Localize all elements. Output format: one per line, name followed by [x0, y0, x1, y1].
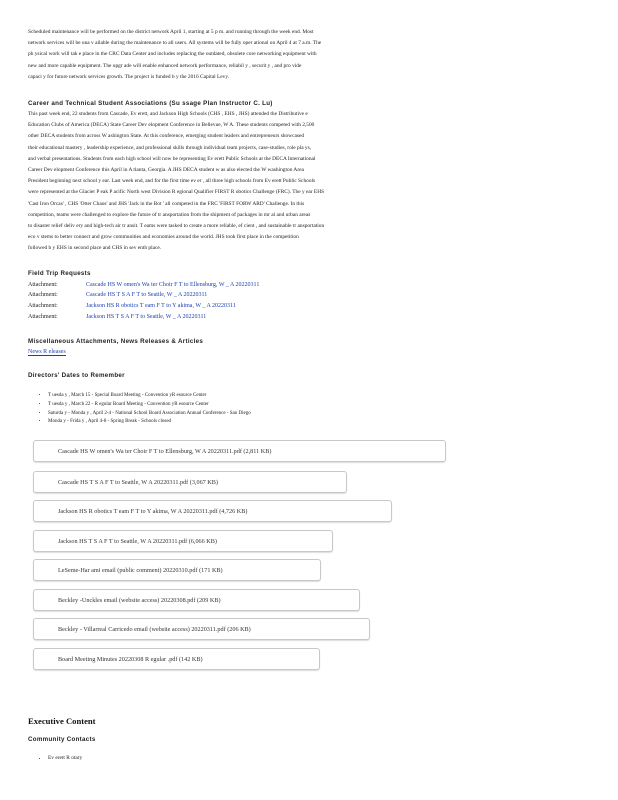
paragraph-line: were represented at the Glacier P eak P acific North west Division R egional Qualifier FIRST R obotics Challenge (FRC). The y ear EHS	[28, 189, 325, 196]
attachment-label: Attachment:	[28, 292, 58, 298]
paragraph-line: Scheduled maintenance will be performed on the district network April 1, starting at 5 p m. and running through the week end. Most	[28, 29, 314, 35]
field-trip-row	[28, 314, 206, 322]
date-item: • T uesda y , March 22 - R egular Board Meeting - Convention yR esource Center	[48, 402, 251, 411]
field-trip-link[interactable]: Cascade HS W omen's Wa ter Choir F T to Ellensburg, W _ A 20220311	[86, 282, 260, 288]
community-item: • Ev erett R otary	[48, 755, 82, 762]
community-list	[48, 755, 82, 762]
paragraph-line: Career Dev elopment Conference this April in A tlanta, Georgia. A JHS DECA student w as also elected the W washington Area	[28, 166, 304, 173]
paragraph-line: 'Cast Iron Orcas' , CHS 'Otter Chaos' and JHS 'Jack in the Bot ' all competed in the FRC 'FIRST FORW ARD' Challenge. In this	[28, 200, 305, 207]
paragraph-line: new and more capable equipment. The upgr ade will enable enhanced network performance, reliabil y , securit y , and pro vide	[28, 62, 302, 69]
career-heading: Career and Technical Student Associations (Su ssage Plan Instructor C. Lu)	[28, 100, 273, 107]
field-trip-link[interactable]: Jackson HS R obotics T eam F T to Y akima, W _ A 20220311	[86, 303, 236, 309]
attachment-file[interactable]: Beckley -Unckles email (website access) 20220308.pdf (209 KB)	[33, 589, 360, 611]
paragraph-line: President beginning next school y ear. Last week end, and for the first time ev er , all three high schools from Ev erett Public Schools	[28, 178, 316, 185]
paragraph-line: to disaster relief deliv ery and high-tech air tr ansit. T eams were tasked to create a more reliable, ef cient , and sustainable tr ansportation	[28, 222, 325, 229]
dates-heading: Directors' Dates to Remember	[28, 372, 125, 379]
attachment-file[interactable]: Jackson HS T S A F T to Seattle, W A 20220311.pdf (6,066 KB)	[33, 530, 333, 552]
misc-heading: Miscellaneous Attachments, News Releases & Articles	[28, 338, 204, 345]
dates-list	[48, 393, 251, 428]
attachment-file[interactable]: Board Meeting Minutes 20220308 R egular .pdf (142 KB)	[33, 648, 320, 670]
date-item: • Monda y - Frida y , April 4-8 - Spring Break - Schools closed	[48, 419, 251, 428]
paragraph-line: and verbal presentations. Students from each high school will now be representing Ev erett Public Schools at the DECA International	[28, 155, 316, 162]
paragraph-line: their educational mastery , leadership experience, and professional skills through individual team projects, case-studies, role pla ys,	[28, 144, 312, 151]
paragraph-line: eco v stems to better connect and grow communities and economies around the world. JHS took first place in the competition	[28, 234, 299, 241]
field-trip-link[interactable]: Jackson HS T S A F T to Seattle, W _ A 20220311	[86, 314, 207, 320]
date-item: • Saturda y - Monda y , April 2-4 - National School Board Association Annual Conference - San Diego	[48, 411, 251, 420]
paragraph-line: ph ysical work will tak e place in the CRC Data Center and includes replacing the outdated, obsolete core networking equipment with	[28, 51, 317, 58]
field-trip-link[interactable]: Cascade HS T S A F T to Seattle, W _ A 20220311	[86, 292, 208, 298]
attachment-label: Attachment:	[28, 282, 58, 288]
field-trip-heading: Field Trip Requests	[28, 270, 91, 277]
paragraph-line: followed b y EHS in second place and CHS in sev enth place.	[28, 245, 162, 252]
attachment-file[interactable]: Cascade HS T S A F T to Seattle, W A 20220311.pdf (3,067 KB)	[33, 471, 347, 493]
paragraph-line: network services will be una v ailable during the maintenance to all users. All systems will be fully oper ational on April 4 at 7 a.m. The	[28, 40, 322, 47]
misc-row	[28, 349, 66, 357]
news-releases-link[interactable]: News R eleases	[28, 349, 66, 355]
attachment-file[interactable]: Cascade HS W omen's Wa ter Choir F T to Ellensburg, W A 20220311.pdf (2,811 KB)	[33, 440, 446, 462]
attachment-file[interactable]: Jackson HS R obotics T eam F T to Y akima, W A 20220311.pdf (4,726 KB)	[33, 500, 392, 522]
paragraph-line: capaci y for future network services growth. The project is funded b y the 2016 Capital Levy.	[28, 73, 230, 80]
executive-heading: Executive Content	[28, 716, 96, 726]
attachment-label: Attachment:	[28, 314, 58, 320]
date-item: • T uesda y , March 15 - Special Board Meeting - Convention yR esource Center	[48, 393, 251, 402]
paragraph-line: This past week end, 22 students from Cascade, Ev erett, and Jackson High Schools (CHS , EHS , JHS) attended the Distributive e	[28, 111, 308, 117]
maintenance-paragraph	[28, 29, 590, 85]
field-trip-row	[28, 292, 207, 300]
paragraph-line: other DECA students from across W ashington State. At this conference, emerging student leaders and entrepreneurs showcased	[28, 133, 305, 140]
paragraph-line: Education Clubs of America (DECA) State Career Dev elopment Conference in Bellevue, W A. These students competed with 2,500	[28, 122, 315, 129]
field-trip-row	[28, 282, 259, 290]
paragraph-line: competition, teams were challenged to explore the future of tr ansportation from the shipment of packages in mr al and urban areas	[28, 211, 311, 218]
career-paragraph	[28, 111, 590, 256]
community-heading: Community Contacts	[28, 736, 96, 743]
attachment-file[interactable]: Beckley - Villarreal Carricedo email (website access) 20220311.pdf (206 KB)	[33, 618, 370, 640]
attachment-label: Attachment:	[28, 303, 58, 309]
attachment-file[interactable]: LeSeme-Har ami email (public comment) 20220310.pdf (171 KB)	[33, 559, 321, 581]
field-trip-row	[28, 303, 236, 311]
